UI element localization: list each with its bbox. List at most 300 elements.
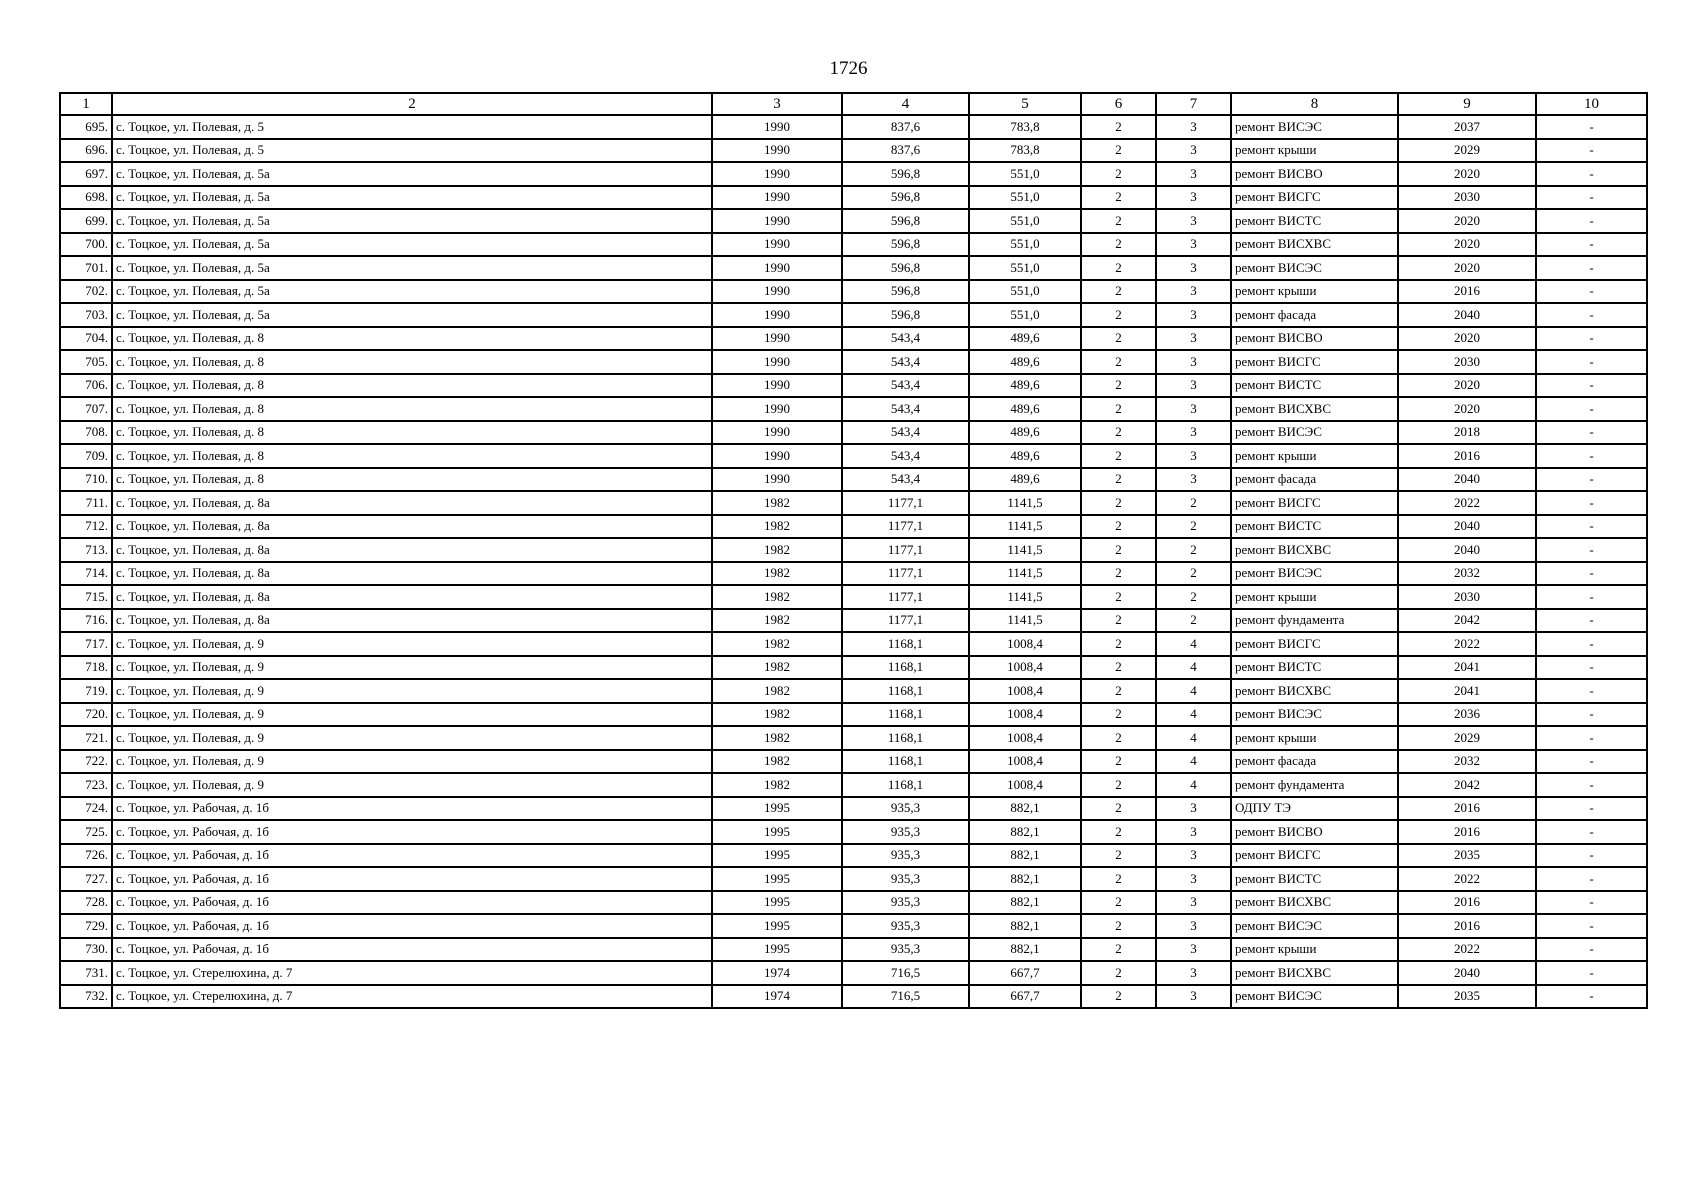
table-row [60, 985, 1647, 1009]
floors-cell: 2 [1081, 186, 1156, 210]
total-area-cell: 1177,1 [842, 562, 969, 586]
table-row [60, 585, 1647, 609]
work-type-cell: ремонт ВИСЭС [1231, 985, 1398, 1009]
year-cell: 1995 [712, 820, 842, 844]
address-cell: с. Тоцкое, ул. Полевая, д. 8а [112, 491, 712, 515]
row-number-cell: 718. [60, 656, 112, 680]
total-area-cell: 543,4 [842, 444, 969, 468]
floors-cell: 2 [1081, 468, 1156, 492]
work-type-cell: ремонт крыши [1231, 444, 1398, 468]
note-cell: - [1536, 867, 1647, 891]
table-row [60, 468, 1647, 492]
living-area-cell: 783,8 [969, 115, 1081, 139]
year-cell: 1995 [712, 844, 842, 868]
note-cell: - [1536, 139, 1647, 163]
planned-year-cell: 2022 [1398, 632, 1536, 656]
living-area-cell: 783,8 [969, 139, 1081, 163]
year-cell: 1982 [712, 515, 842, 539]
entrances-cell: 4 [1156, 679, 1231, 703]
address-cell: с. Тоцкое, ул. Полевая, д. 5 [112, 115, 712, 139]
entrances-cell: 3 [1156, 444, 1231, 468]
living-area-cell: 1141,5 [969, 562, 1081, 586]
work-type-cell: ремонт фундамента [1231, 773, 1398, 797]
address-cell: с. Тоцкое, ул. Полевая, д. 9 [112, 726, 712, 750]
planned-year-cell: 2016 [1398, 797, 1536, 821]
living-area-cell: 1008,4 [969, 773, 1081, 797]
total-area-cell: 1168,1 [842, 773, 969, 797]
floors-cell: 2 [1081, 867, 1156, 891]
year-cell: 1990 [712, 209, 842, 233]
planned-year-cell: 2037 [1398, 115, 1536, 139]
entrances-cell: 2 [1156, 562, 1231, 586]
floors-cell: 2 [1081, 491, 1156, 515]
year-cell: 1990 [712, 444, 842, 468]
address-cell: с. Тоцкое, ул. Полевая, д. 9 [112, 632, 712, 656]
address-cell: с. Тоцкое, ул. Стерелюхина, д. 7 [112, 985, 712, 1009]
floors-cell: 2 [1081, 632, 1156, 656]
row-number-cell: 702. [60, 280, 112, 304]
address-cell: с. Тоцкое, ул. Полевая, д. 8 [112, 374, 712, 398]
total-area-cell: 1168,1 [842, 750, 969, 774]
address-cell: с. Тоцкое, ул. Полевая, д. 8 [112, 421, 712, 445]
living-area-cell: 1141,5 [969, 538, 1081, 562]
total-area-cell: 1168,1 [842, 703, 969, 727]
row-number-cell: 715. [60, 585, 112, 609]
work-type-cell: ремонт ВИСВО [1231, 162, 1398, 186]
row-number-cell: 726. [60, 844, 112, 868]
table-row [60, 820, 1647, 844]
living-area-cell: 551,0 [969, 256, 1081, 280]
address-cell: с. Тоцкое, ул. Полевая, д. 8а [112, 562, 712, 586]
row-number-cell: 708. [60, 421, 112, 445]
floors-cell: 2 [1081, 421, 1156, 445]
planned-year-cell: 2035 [1398, 985, 1536, 1009]
floors-cell: 2 [1081, 726, 1156, 750]
table-row [60, 938, 1647, 962]
table-row [60, 844, 1647, 868]
address-cell: с. Тоцкое, ул. Рабочая, д. 1б [112, 914, 712, 938]
planned-year-cell: 2030 [1398, 585, 1536, 609]
year-cell: 1990 [712, 162, 842, 186]
address-cell: с. Тоцкое, ул. Полевая, д. 8 [112, 468, 712, 492]
address-cell: с. Тоцкое, ул. Полевая, д. 5а [112, 209, 712, 233]
total-area-cell: 596,8 [842, 280, 969, 304]
entrances-cell: 2 [1156, 585, 1231, 609]
planned-year-cell: 2040 [1398, 303, 1536, 327]
living-area-cell: 551,0 [969, 162, 1081, 186]
address-cell: с. Тоцкое, ул. Полевая, д. 8а [112, 585, 712, 609]
year-cell: 1990 [712, 327, 842, 351]
note-cell: - [1536, 914, 1647, 938]
table-row [60, 538, 1647, 562]
work-type-cell: ремонт ВИСГС [1231, 491, 1398, 515]
living-area-cell: 882,1 [969, 891, 1081, 915]
total-area-cell: 935,3 [842, 914, 969, 938]
total-area-cell: 1177,1 [842, 515, 969, 539]
address-cell: с. Тоцкое, ул. Полевая, д. 5а [112, 186, 712, 210]
address-cell: с. Тоцкое, ул. Полевая, д. 9 [112, 750, 712, 774]
address-cell: с. Тоцкое, ул. Полевая, д. 5 [112, 139, 712, 163]
planned-year-cell: 2029 [1398, 726, 1536, 750]
living-area-cell: 489,6 [969, 374, 1081, 398]
work-type-cell: ремонт ВИСХВС [1231, 679, 1398, 703]
year-cell: 1990 [712, 115, 842, 139]
living-area-cell: 551,0 [969, 303, 1081, 327]
note-cell: - [1536, 444, 1647, 468]
note-cell: - [1536, 515, 1647, 539]
year-cell: 1990 [712, 397, 842, 421]
note-cell: - [1536, 374, 1647, 398]
year-cell: 1990 [712, 280, 842, 304]
table-row [60, 609, 1647, 633]
row-number-cell: 711. [60, 491, 112, 515]
work-type-cell: ремонт ВИСГС [1231, 632, 1398, 656]
row-number-cell: 717. [60, 632, 112, 656]
table-header-row [60, 93, 1647, 115]
note-cell: - [1536, 985, 1647, 1009]
total-area-cell: 837,6 [842, 139, 969, 163]
note-cell: - [1536, 656, 1647, 680]
row-number-cell: 728. [60, 891, 112, 915]
table-row [60, 867, 1647, 891]
total-area-cell: 1168,1 [842, 726, 969, 750]
entrances-cell: 3 [1156, 350, 1231, 374]
note-cell: - [1536, 186, 1647, 210]
floors-cell: 2 [1081, 115, 1156, 139]
entrances-cell: 3 [1156, 233, 1231, 257]
row-number-cell: 703. [60, 303, 112, 327]
table-row [60, 491, 1647, 515]
row-number-cell: 709. [60, 444, 112, 468]
planned-year-cell: 2042 [1398, 609, 1536, 633]
total-area-cell: 596,8 [842, 209, 969, 233]
floors-cell: 2 [1081, 703, 1156, 727]
floors-cell: 2 [1081, 609, 1156, 633]
living-area-cell: 489,6 [969, 397, 1081, 421]
address-cell: с. Тоцкое, ул. Полевая, д. 9 [112, 679, 712, 703]
floors-cell: 2 [1081, 139, 1156, 163]
address-cell: с. Тоцкое, ул. Полевая, д. 5а [112, 303, 712, 327]
table-row [60, 209, 1647, 233]
work-type-cell: ремонт ВИСВО [1231, 820, 1398, 844]
living-area-cell: 489,6 [969, 327, 1081, 351]
entrances-cell: 3 [1156, 961, 1231, 985]
address-cell: с. Тоцкое, ул. Полевая, д. 8а [112, 515, 712, 539]
note-cell: - [1536, 303, 1647, 327]
entrances-cell: 3 [1156, 162, 1231, 186]
year-cell: 1990 [712, 421, 842, 445]
table-row [60, 891, 1647, 915]
living-area-cell: 489,6 [969, 350, 1081, 374]
planned-year-cell: 2036 [1398, 703, 1536, 727]
address-cell: с. Тоцкое, ул. Рабочая, д. 1б [112, 844, 712, 868]
work-type-cell: ремонт ВИСТС [1231, 374, 1398, 398]
address-cell: с. Тоцкое, ул. Полевая, д. 8 [112, 350, 712, 374]
entrances-cell: 3 [1156, 115, 1231, 139]
floors-cell: 2 [1081, 350, 1156, 374]
year-cell: 1995 [712, 938, 842, 962]
row-number-cell: 727. [60, 867, 112, 891]
floors-cell: 2 [1081, 985, 1156, 1009]
floors-cell: 2 [1081, 280, 1156, 304]
planned-year-cell: 2040 [1398, 468, 1536, 492]
address-cell: с. Тоцкое, ул. Полевая, д. 5а [112, 280, 712, 304]
entrances-cell: 2 [1156, 609, 1231, 633]
floors-cell: 2 [1081, 162, 1156, 186]
housing-repair-table [59, 92, 1648, 1009]
note-cell: - [1536, 797, 1647, 821]
work-type-cell: ремонт фасада [1231, 303, 1398, 327]
work-type-cell: ремонт крыши [1231, 139, 1398, 163]
floors-cell: 2 [1081, 303, 1156, 327]
address-cell: с. Тоцкое, ул. Стерелюхина, д. 7 [112, 961, 712, 985]
entrances-cell: 3 [1156, 303, 1231, 327]
floors-cell: 2 [1081, 233, 1156, 257]
planned-year-cell: 2042 [1398, 773, 1536, 797]
living-area-cell: 1008,4 [969, 632, 1081, 656]
column-header: 4 [842, 93, 969, 115]
total-area-cell: 543,4 [842, 327, 969, 351]
floors-cell: 2 [1081, 444, 1156, 468]
planned-year-cell: 2020 [1398, 162, 1536, 186]
living-area-cell: 882,1 [969, 867, 1081, 891]
entrances-cell: 3 [1156, 797, 1231, 821]
year-cell: 1982 [712, 703, 842, 727]
work-type-cell: ремонт ВИСГС [1231, 844, 1398, 868]
floors-cell: 2 [1081, 938, 1156, 962]
planned-year-cell: 2016 [1398, 914, 1536, 938]
floors-cell: 2 [1081, 256, 1156, 280]
row-number-cell: 696. [60, 139, 112, 163]
entrances-cell: 3 [1156, 844, 1231, 868]
note-cell: - [1536, 562, 1647, 586]
floors-cell: 2 [1081, 374, 1156, 398]
total-area-cell: 543,4 [842, 397, 969, 421]
note-cell: - [1536, 820, 1647, 844]
column-header: 9 [1398, 93, 1536, 115]
living-area-cell: 1141,5 [969, 585, 1081, 609]
work-type-cell: ремонт ВИСТС [1231, 656, 1398, 680]
entrances-cell: 3 [1156, 914, 1231, 938]
work-type-cell: ремонт фундамента [1231, 609, 1398, 633]
living-area-cell: 551,0 [969, 233, 1081, 257]
entrances-cell: 3 [1156, 938, 1231, 962]
note-cell: - [1536, 421, 1647, 445]
work-type-cell: ремонт ВИСЭС [1231, 115, 1398, 139]
work-type-cell: ремонт ВИСЭС [1231, 703, 1398, 727]
year-cell: 1990 [712, 186, 842, 210]
living-area-cell: 1008,4 [969, 656, 1081, 680]
note-cell: - [1536, 632, 1647, 656]
year-cell: 1995 [712, 797, 842, 821]
total-area-cell: 596,8 [842, 303, 969, 327]
work-type-cell: ремонт крыши [1231, 280, 1398, 304]
note-cell: - [1536, 162, 1647, 186]
note-cell: - [1536, 397, 1647, 421]
entrances-cell: 4 [1156, 703, 1231, 727]
total-area-cell: 1168,1 [842, 632, 969, 656]
row-number-cell: 724. [60, 797, 112, 821]
row-number-cell: 731. [60, 961, 112, 985]
total-area-cell: 543,4 [842, 468, 969, 492]
entrances-cell: 4 [1156, 632, 1231, 656]
work-type-cell: ремонт ВИСТС [1231, 515, 1398, 539]
table-row [60, 515, 1647, 539]
note-cell: - [1536, 585, 1647, 609]
table-row [60, 256, 1647, 280]
note-cell: - [1536, 491, 1647, 515]
floors-cell: 2 [1081, 891, 1156, 915]
total-area-cell: 596,8 [842, 186, 969, 210]
table-row [60, 327, 1647, 351]
work-type-cell: ремонт крыши [1231, 938, 1398, 962]
column-header: 1 [60, 93, 112, 115]
year-cell: 1982 [712, 491, 842, 515]
planned-year-cell: 2040 [1398, 961, 1536, 985]
living-area-cell: 882,1 [969, 797, 1081, 821]
row-number-cell: 722. [60, 750, 112, 774]
column-header: 7 [1156, 93, 1231, 115]
planned-year-cell: 2041 [1398, 679, 1536, 703]
year-cell: 1982 [712, 656, 842, 680]
work-type-cell: ОДПУ ТЭ [1231, 797, 1398, 821]
planned-year-cell: 2016 [1398, 891, 1536, 915]
row-number-cell: 697. [60, 162, 112, 186]
note-cell: - [1536, 468, 1647, 492]
year-cell: 1990 [712, 256, 842, 280]
address-cell: с. Тоцкое, ул. Рабочая, д. 1б [112, 891, 712, 915]
row-number-cell: 716. [60, 609, 112, 633]
address-cell: с. Тоцкое, ул. Рабочая, д. 1б [112, 820, 712, 844]
total-area-cell: 543,4 [842, 374, 969, 398]
table-row [60, 961, 1647, 985]
entrances-cell: 3 [1156, 256, 1231, 280]
work-type-cell: ремонт фасада [1231, 468, 1398, 492]
entrances-cell: 4 [1156, 750, 1231, 774]
year-cell: 1982 [712, 632, 842, 656]
year-cell: 1982 [712, 773, 842, 797]
planned-year-cell: 2022 [1398, 867, 1536, 891]
floors-cell: 2 [1081, 585, 1156, 609]
work-type-cell: ремонт ВИСЭС [1231, 914, 1398, 938]
entrances-cell: 3 [1156, 280, 1231, 304]
floors-cell: 2 [1081, 914, 1156, 938]
planned-year-cell: 2030 [1398, 350, 1536, 374]
living-area-cell: 1008,4 [969, 679, 1081, 703]
table-row [60, 162, 1647, 186]
column-header: 5 [969, 93, 1081, 115]
address-cell: с. Тоцкое, ул. Полевая, д. 5а [112, 162, 712, 186]
table-row [60, 562, 1647, 586]
living-area-cell: 1141,5 [969, 491, 1081, 515]
work-type-cell: ремонт ВИСТС [1231, 209, 1398, 233]
entrances-cell: 4 [1156, 726, 1231, 750]
note-cell: - [1536, 327, 1647, 351]
planned-year-cell: 2020 [1398, 256, 1536, 280]
living-area-cell: 667,7 [969, 961, 1081, 985]
note-cell: - [1536, 844, 1647, 868]
address-cell: с. Тоцкое, ул. Полевая, д. 9 [112, 656, 712, 680]
table-row [60, 750, 1647, 774]
note-cell: - [1536, 750, 1647, 774]
address-cell: с. Тоцкое, ул. Полевая, д. 8а [112, 609, 712, 633]
planned-year-cell: 2035 [1398, 844, 1536, 868]
row-number-cell: 719. [60, 679, 112, 703]
note-cell: - [1536, 961, 1647, 985]
floors-cell: 2 [1081, 515, 1156, 539]
total-area-cell: 1177,1 [842, 491, 969, 515]
table-row [60, 656, 1647, 680]
living-area-cell: 1008,4 [969, 703, 1081, 727]
column-header: 2 [112, 93, 712, 115]
total-area-cell: 543,4 [842, 421, 969, 445]
total-area-cell: 1168,1 [842, 679, 969, 703]
work-type-cell: ремонт фасада [1231, 750, 1398, 774]
row-number-cell: 720. [60, 703, 112, 727]
total-area-cell: 716,5 [842, 985, 969, 1009]
row-number-cell: 725. [60, 820, 112, 844]
column-header: 10 [1536, 93, 1647, 115]
column-header: 8 [1231, 93, 1398, 115]
planned-year-cell: 2030 [1398, 186, 1536, 210]
total-area-cell: 596,8 [842, 162, 969, 186]
table-row [60, 303, 1647, 327]
table-row [60, 914, 1647, 938]
total-area-cell: 1177,1 [842, 585, 969, 609]
planned-year-cell: 2020 [1398, 397, 1536, 421]
address-cell: с. Тоцкое, ул. Полевая, д. 8а [112, 538, 712, 562]
planned-year-cell: 2041 [1398, 656, 1536, 680]
address-cell: с. Тоцкое, ул. Рабочая, д. 1б [112, 797, 712, 821]
address-cell: с. Тоцкое, ул. Полевая, д. 5а [112, 233, 712, 257]
entrances-cell: 3 [1156, 374, 1231, 398]
planned-year-cell: 2016 [1398, 444, 1536, 468]
note-cell: - [1536, 609, 1647, 633]
entrances-cell: 3 [1156, 820, 1231, 844]
planned-year-cell: 2022 [1398, 491, 1536, 515]
year-cell: 1982 [712, 679, 842, 703]
living-area-cell: 489,6 [969, 444, 1081, 468]
row-number-cell: 698. [60, 186, 112, 210]
row-number-cell: 707. [60, 397, 112, 421]
row-number-cell: 732. [60, 985, 112, 1009]
planned-year-cell: 2020 [1398, 374, 1536, 398]
row-number-cell: 723. [60, 773, 112, 797]
page-number: 1726 [829, 58, 868, 79]
entrances-cell: 2 [1156, 538, 1231, 562]
year-cell: 1990 [712, 350, 842, 374]
work-type-cell: ремонт ВИСВО [1231, 327, 1398, 351]
living-area-cell: 667,7 [969, 985, 1081, 1009]
planned-year-cell: 2020 [1398, 209, 1536, 233]
entrances-cell: 3 [1156, 985, 1231, 1009]
work-type-cell: ремонт крыши [1231, 726, 1398, 750]
note-cell: - [1536, 350, 1647, 374]
column-header: 6 [1081, 93, 1156, 115]
note-cell: - [1536, 256, 1647, 280]
entrances-cell: 3 [1156, 186, 1231, 210]
row-number-cell: 706. [60, 374, 112, 398]
entrances-cell: 3 [1156, 397, 1231, 421]
floors-cell: 2 [1081, 961, 1156, 985]
row-number-cell: 699. [60, 209, 112, 233]
row-number-cell: 713. [60, 538, 112, 562]
entrances-cell: 3 [1156, 327, 1231, 351]
row-number-cell: 705. [60, 350, 112, 374]
table-row [60, 139, 1647, 163]
work-type-cell: ремонт ВИСХВС [1231, 233, 1398, 257]
entrances-cell: 2 [1156, 491, 1231, 515]
